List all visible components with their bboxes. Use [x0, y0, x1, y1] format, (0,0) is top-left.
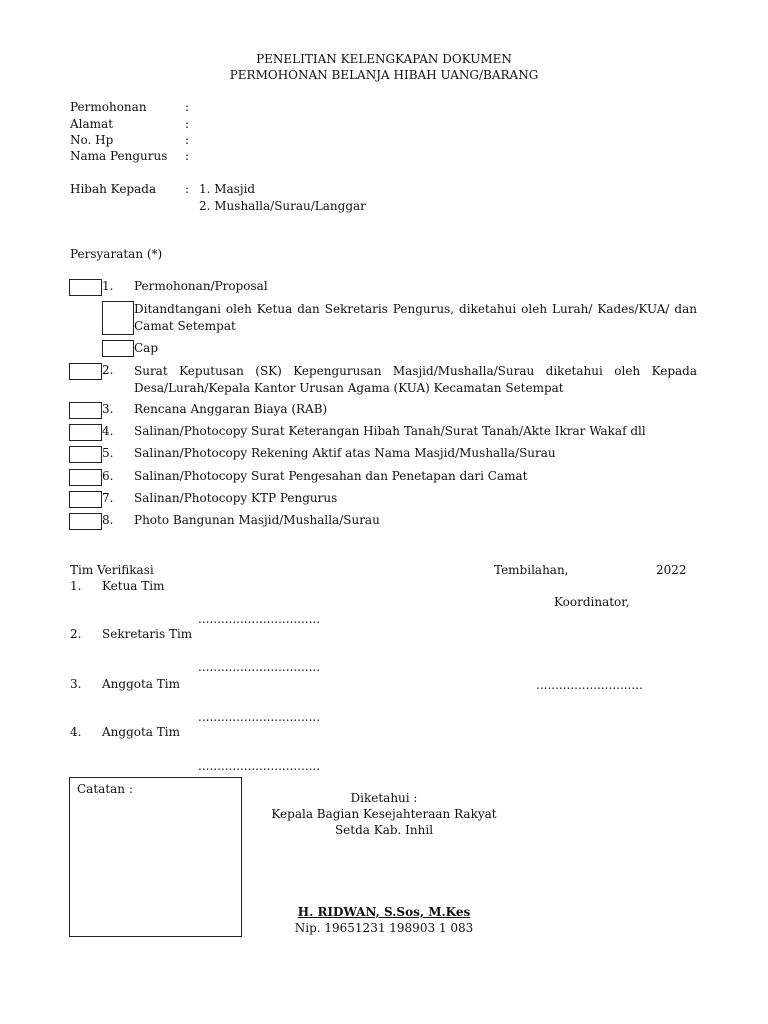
checkbox-item-2[interactable]: [69, 363, 102, 380]
hibah-option-2: 2. Mushalla/Surau/Langgar: [199, 199, 366, 213]
member-1-number: 1.: [70, 579, 82, 593]
item-4-number: 4.: [102, 424, 114, 438]
field-alamat-label: Alamat: [70, 117, 114, 131]
approval-known: Diketahui :: [350, 791, 418, 805]
member-3-role: Anggota Tim: [102, 677, 180, 691]
field-alamat-colon: :: [185, 117, 190, 131]
approver-name: H. RIDWAN, S.Sos, M.Kes: [297, 905, 471, 919]
checkbox-item-8[interactable]: [69, 513, 102, 530]
checkbox-item-1-signed[interactable]: [102, 301, 134, 335]
item-1-label: Permohonan/Proposal: [134, 279, 268, 293]
doc-title-line2: PERMOHONAN BELANJA HIBAH UANG/BARANG: [229, 68, 539, 82]
member-4-role: Anggota Tim: [102, 725, 180, 739]
coordinator-signature-line: ............................: [536, 678, 643, 692]
item-8-number: 8.: [102, 513, 114, 527]
item-6-number: 6.: [102, 469, 114, 483]
member-2-signature-line: ................................: [198, 660, 321, 674]
member-2-number: 2.: [70, 627, 82, 641]
field-hibah-label: Hibah Kepada: [70, 182, 157, 196]
field-nohp-colon: :: [185, 133, 190, 147]
field-pengurus-label: Nama Pengurus: [70, 149, 168, 163]
member-4-signature-line: ................................: [198, 759, 321, 773]
item-1-number: 1.: [102, 279, 114, 293]
item-7-number: 7.: [102, 491, 114, 505]
hibah-option-1: 1. Masjid: [199, 182, 256, 196]
item-7-label: Salinan/Photocopy KTP Pengurus: [134, 491, 338, 505]
notes-box[interactable]: [69, 777, 242, 937]
place-label: Tembilahan,: [494, 563, 569, 577]
coordinator-label: Koordinator,: [554, 595, 630, 609]
item-8-label: Photo Bangunan Masjid/Mushalla/Surau: [134, 513, 380, 527]
field-permohonan-colon: :: [185, 100, 190, 114]
field-nohp-label: No. Hp: [70, 133, 114, 147]
notes-label: Catatan :: [77, 782, 133, 796]
year-label: 2022: [656, 563, 687, 577]
checkbox-item-4[interactable]: [69, 424, 102, 441]
member-3-number: 3.: [70, 677, 82, 691]
checkbox-item-5[interactable]: [69, 446, 102, 463]
checkbox-item-6[interactable]: [69, 469, 102, 486]
field-pengurus-colon: :: [185, 149, 190, 163]
requirements-heading: Persyaratan (*): [70, 247, 163, 261]
item-2-label: Surat Keputusan (SK) Kepengurusan Masjid/Mushalla/Surau diketahui oleh Kepada Desa/Lurah/Kepala Kantor Urusan Agama (KUA) Kecamatan Setempat: [134, 364, 697, 395]
member-1-signature-line: ................................: [198, 612, 321, 626]
field-hibah-colon: :: [185, 182, 190, 196]
member-4-number: 4.: [70, 725, 82, 739]
checkbox-item-3[interactable]: [69, 402, 102, 419]
item-5-number: 5.: [102, 446, 114, 460]
member-1-role: Ketua Tim: [102, 579, 165, 593]
checkbox-item-7[interactable]: [69, 491, 102, 508]
item-3-number: 3.: [102, 402, 114, 416]
field-permohonan-label: Permohonan: [70, 100, 147, 114]
doc-title-line1: PENELITIAN KELENGKAPAN DOKUMEN: [256, 52, 512, 66]
checkbox-item-1[interactable]: [69, 279, 102, 296]
checkbox-item-1-stamp[interactable]: [102, 340, 134, 357]
approval-position: Kepala Bagian Kesejahteraan Rakyat: [271, 807, 497, 821]
item-6-label: Salinan/Photocopy Surat Pengesahan dan Penetapan dari Camat: [134, 469, 528, 483]
item-5-label: Salinan/Photocopy Rekening Aktif atas Nama Masjid/Mushalla/Surau: [134, 446, 556, 460]
item-3-label: Rencana Anggaran Biaya (RAB): [134, 402, 328, 416]
member-2-role: Sekretaris Tim: [102, 627, 193, 641]
approver-nip: Nip. 19651231 198903 1 083: [294, 921, 474, 935]
approval-office: Setda Kab. Inhil: [334, 823, 434, 837]
item-4-label: Salinan/Photocopy Surat Keterangan Hibah Tanah/Surat Tanah/Akte Ikrar Wakaf dll: [134, 424, 646, 438]
item-1-sub-signed: Ditandtangani oleh Ketua dan Sekretaris Pengurus, diketahui oleh Lurah/ Kades/KUA/ dan Camat Setempat: [134, 302, 697, 333]
item-1-sub-stamp: Cap: [134, 341, 159, 355]
item-2-number: 2.: [102, 363, 114, 377]
member-3-signature-line: ................................: [198, 710, 321, 724]
verification-heading: Tim Verifikasi: [70, 563, 154, 577]
